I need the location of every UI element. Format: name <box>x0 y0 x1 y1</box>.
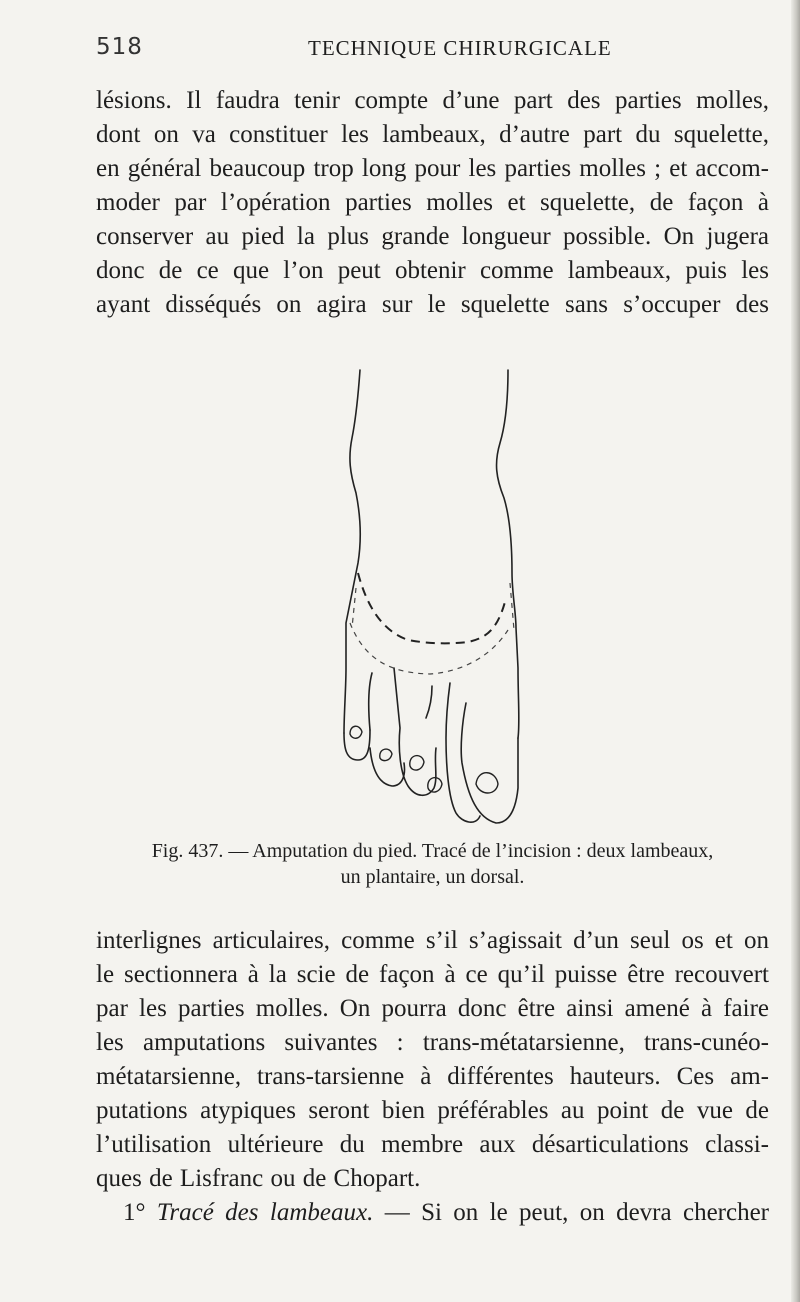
page-edge <box>791 0 800 1302</box>
paragraph-bottom <box>96 924 769 1230</box>
text-line: le sectionnera à la scie de façon à ce qu’il puisse être recouvert <box>96 961 769 988</box>
toe-5 <box>344 730 370 760</box>
incision-plantar <box>350 623 508 674</box>
text-line: les amputations suivantes : trans-métatarsienne, trans-cunéo- <box>96 1029 769 1056</box>
text-line: lésions. Il faudra tenir compte d’une part des parties molles, <box>96 87 769 114</box>
figure-caption <box>96 838 769 890</box>
page-number: 518 <box>96 34 143 60</box>
foot-outline-left <box>344 370 360 733</box>
caption-line: un plantaire, un dorsal. <box>340 866 525 888</box>
foot-outline-right <box>497 370 519 738</box>
text-line: putations atypiques seront bien préférables au point de vue de <box>96 1097 769 1124</box>
text-line: ques de Lisfranc ou de Chopart. <box>96 1165 421 1192</box>
section-text: — Si on le peut, on devra chercher <box>384 1199 770 1226</box>
foot-amputation-figure <box>300 368 540 828</box>
text-line: dont on va constituer les lambeaux, d’autre part du squelette, <box>96 121 769 148</box>
text-line: l’utilisation ultérieure du membre aux désarticulations classi- <box>96 1131 769 1158</box>
text-line: interlignes articulaires, comme s’il s’agissait d’un seul os et on <box>96 927 769 954</box>
text-line: moder par l’opération parties molles et squelette, de façon à <box>96 189 769 216</box>
toenail-4 <box>380 749 392 761</box>
toe-3 <box>394 668 436 795</box>
text-line: ayant disséqués on agira sur le squelette sans s’occuper des <box>96 291 769 318</box>
text-line: par les parties molles. On pourra donc être ainsi amené à faire <box>96 995 769 1022</box>
incision-dorsal <box>358 573 506 643</box>
section-title: Tracé des lambeaux. <box>156 1199 374 1226</box>
page-header <box>96 34 766 64</box>
toe-2 <box>446 683 480 822</box>
text-line: en général beaucoup trop long pour les parties molles ; et accom- <box>96 155 769 182</box>
toenail-5 <box>350 726 362 738</box>
toe-1 <box>461 703 518 823</box>
toe-split-1 <box>426 686 432 718</box>
running-title: TECHNIQUE CHIRURGICALE <box>308 36 612 60</box>
caption-line: Fig. 437. — Amputation du pied. Tracé de l’incision : deux lambeaux, <box>151 840 714 862</box>
text-line: métatarsienne, trans-tarsienne à différentes hauteurs. Ces am- <box>96 1063 769 1090</box>
section-heading-line <box>96 1196 769 1230</box>
section-number: 1° <box>123 1199 146 1226</box>
text-line: conserver au pied la plus grande longueur possible. On jugera <box>96 223 769 250</box>
text-line: donc de ce que l’on peut obtenir comme lambeaux, puis les <box>96 257 769 284</box>
toenail-1 <box>476 773 498 793</box>
toenail-3 <box>410 756 424 770</box>
paragraph-top <box>96 84 769 322</box>
